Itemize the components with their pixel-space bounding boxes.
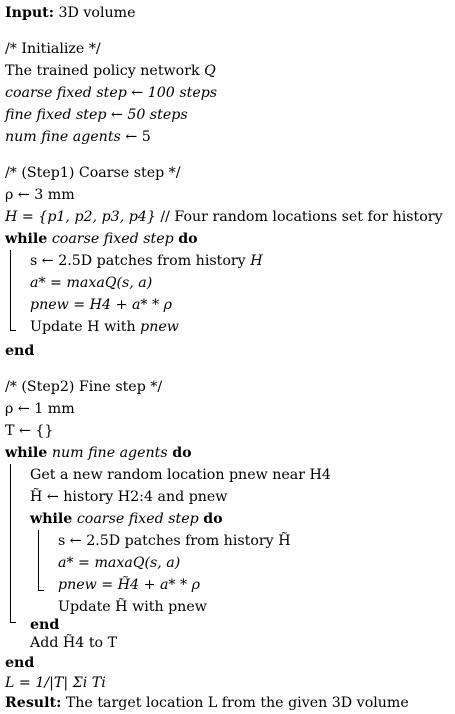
step2-t-line: T ← {} (5, 423, 54, 439)
agents-line (5, 126, 151, 148)
step2-rho-line: ρ ← 1 mm (5, 401, 75, 417)
step2-outer-loop-bar (10, 464, 11, 622)
do-keyword: do (178, 231, 198, 247)
body1-text: s ← 2.5D patches from history (30, 253, 246, 269)
while-condition: coarse fixed step (51, 231, 174, 247)
input-text: 3D volume (58, 5, 136, 21)
step2-inner-loop-bar (38, 530, 39, 590)
step1-while-line (5, 228, 198, 250)
coarse-lhs: coarse fixed step (5, 85, 127, 101)
while-keyword: while (5, 445, 48, 461)
step2-while-line (5, 442, 192, 464)
step2-inner-1: s ← 2.5D patches from history H̃ (58, 533, 291, 549)
input-keyword: Input: (5, 5, 54, 21)
step1-body-2: a* = maxaQ(s, a) (30, 275, 153, 291)
arrow: ← (131, 85, 144, 101)
coarse-rhs: 100 steps (147, 85, 218, 101)
result-line (5, 692, 409, 714)
fine-rhs: 50 steps (127, 107, 188, 123)
agents-rhs: 5 (141, 129, 151, 145)
step2-outer-loop-tick (10, 622, 16, 623)
step2-inner-3: pnew = H̃4 + a* * ρ (58, 577, 200, 593)
h-lhs: H (5, 209, 18, 225)
step1-loop-tick (10, 330, 16, 331)
coarse-step-line (5, 82, 217, 104)
h-comment: // Four random locations set for history (160, 209, 443, 225)
do-keyword: do (172, 445, 192, 461)
step1-history-line: H = {p1, p2, p3, p4} // Four random locations set for history (5, 209, 443, 225)
fine-lhs: fine fixed step (5, 107, 107, 123)
step1-body-3: pnew = H4 + a* * ρ (30, 297, 172, 313)
step2-inner-loop-tick (38, 590, 44, 591)
step2-comment: /* (Step2) Fine step */ (5, 379, 163, 395)
step1-rho-line: ρ ← 3 mm (5, 187, 75, 203)
init-comment: /* Initialize */ (5, 41, 101, 57)
inner-while-condition: coarse fixed step (76, 511, 199, 527)
policy-line (5, 60, 216, 82)
arrow: ← (125, 129, 138, 145)
step1-body-1 (30, 250, 263, 272)
policy-var: Q (204, 63, 216, 79)
policy-text: The trained policy network (5, 63, 200, 79)
fine-step-line (5, 104, 188, 126)
h-set: {p1, p2, p3, p4} (38, 209, 156, 225)
step1-loop-bar (10, 250, 11, 330)
body1-var: H (250, 253, 263, 269)
step2-get-line: Get a new random location pnew near H4 (30, 467, 331, 483)
step2-add-line: Add H̃4 to T (30, 635, 118, 651)
inner-while-keyword: while (30, 511, 73, 527)
step1-body-4 (30, 316, 179, 338)
step1-end: end (5, 343, 35, 359)
agents-lhs: num fine agents (5, 129, 121, 145)
input-line (5, 2, 136, 24)
l-formula: L = 1/|T| Σi Ti (5, 675, 106, 691)
body4-var: pnew (140, 319, 179, 335)
step2-inner-while-line (30, 508, 223, 530)
step2-end: end (5, 655, 35, 671)
arrow: ← (110, 107, 123, 123)
step2-htilde-line: H̃ ← history H2:4 and pnew (30, 489, 228, 505)
inner-do-keyword: do (203, 511, 223, 527)
result-text: The target location L from the given 3D volume (65, 695, 409, 711)
result-keyword: Result: (5, 695, 62, 711)
step1-comment: /* (Step1) Coarse step */ (5, 165, 181, 181)
while-condition: num fine agents (51, 445, 168, 461)
while-keyword: while (5, 231, 48, 247)
step2-inner-end: end (30, 617, 60, 633)
body4-text: Update H with (30, 319, 136, 335)
step2-inner-4: Update H̃ with pnew (58, 599, 207, 615)
step2-inner-2: a* = maxaQ(s, a) (58, 555, 181, 571)
